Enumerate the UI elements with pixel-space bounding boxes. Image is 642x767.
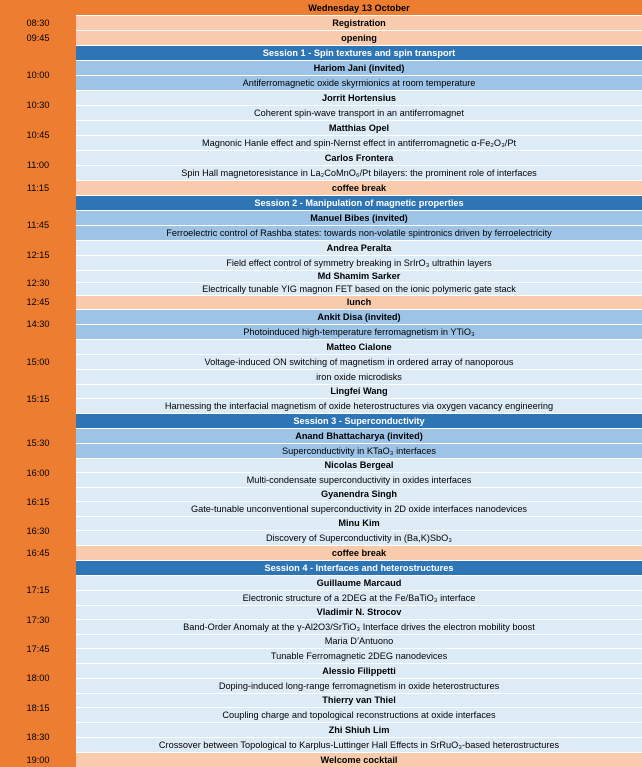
time-cell: 18:00 (26, 673, 50, 683)
day-header: Wednesday 13 October (76, 0, 642, 15)
row-divider (76, 605, 642, 606)
session-1-header: Session 1 - Spin textures and spin transport (76, 45, 642, 60)
talk-title: Coherent spin-wave transport in an antiferromagnet (76, 105, 642, 120)
time-cell: 11:00 (26, 160, 50, 170)
row-divider (76, 634, 642, 635)
speaker-name: Maria D’Antuono (76, 634, 642, 648)
speaker-name: Carlos Frontera (76, 150, 642, 165)
row-divider (76, 120, 642, 121)
talk-title: Discovery of Superconductivity in (Ba,K)SbO₃ (76, 530, 642, 545)
row-divider (76, 678, 642, 679)
talk-title: Field effect control of symmetry breaking in SrIrO₃ ultrathin layers (76, 255, 642, 270)
talk-title: Ferroelectric control of Rashba states: towards non-volatile spintronics driven by ferroelectricity (76, 225, 642, 240)
row-divider (76, 195, 642, 196)
speaker-name: Anand Bhattacharya (invited) (76, 428, 642, 443)
talk-title: Doping-induced long-range ferromagnetism in oxide heterostructures (76, 678, 642, 693)
row-divider (76, 575, 642, 576)
row-divider (76, 339, 642, 340)
row-divider (76, 590, 642, 591)
time-cell: 17:30 (26, 614, 50, 625)
time-cell: 18:30 (26, 732, 50, 742)
row-divider (76, 619, 642, 620)
time-cell: 11:15 (26, 182, 50, 193)
row-divider (76, 105, 642, 106)
row-divider (76, 309, 642, 310)
time-cell: 11:45 (26, 220, 50, 230)
time-cell: 09:45 (26, 32, 50, 43)
speaker-name: Md Shamim Sarker (76, 270, 642, 282)
row-divider (76, 354, 642, 355)
row-divider (76, 648, 642, 649)
speaker-name: Vladimir N. Strocov (76, 605, 642, 619)
time-cell: 17:45 (26, 643, 50, 654)
time-cell: 16:00 (26, 467, 50, 478)
row-divider (76, 752, 642, 753)
talk-title: Multi-condensate superconductivity in oxides interfaces (76, 472, 642, 487)
row-divider (76, 472, 642, 473)
row-divider (76, 324, 642, 325)
row-divider (76, 458, 642, 459)
time-cell: 14:30 (26, 319, 50, 329)
speaker-name: Lingfei Wang (76, 384, 642, 398)
row-divider (76, 45, 642, 46)
row-divider (76, 60, 642, 61)
speaker-name: Jorrit Hortensius (76, 90, 642, 105)
time-cell: 18:15 (26, 702, 50, 713)
speaker-name: Gyanendra Singh (76, 487, 642, 501)
session-3-header: Session 3 - Superconductivity (76, 413, 642, 428)
opening-row: opening (76, 30, 642, 45)
speaker-name: Manuel Bibes (invited) (76, 210, 642, 225)
row-divider (76, 30, 642, 31)
row-divider (76, 722, 642, 723)
row-divider (76, 501, 642, 502)
row-divider (76, 487, 642, 488)
coffee-break-row: coffee break (76, 180, 642, 195)
speaker-name: Guillaume Marcaud (76, 575, 642, 590)
talk-title: Band-Order Anomaly at the γ-Al2O3/SrTiO₃ Interface drives the electron mobility boost (76, 619, 642, 634)
talk-title: Gate-tunable unconventional superconductivity in 2D oxide interfaces nanodevices (76, 501, 642, 516)
talk-title: Magnonic Hanle effect and spin-Nernst effect in antiferromagnetic α-Fe₂O₃/Pt (76, 135, 642, 150)
row-divider (76, 663, 642, 664)
row-divider (76, 282, 642, 283)
row-divider (76, 530, 642, 531)
time-cell: 12:45 (26, 297, 50, 307)
talk-title: Photoinduced high-temperature ferromagnetism in YTiO₃ (76, 324, 642, 339)
time-cell: 19:00 (26, 754, 50, 765)
speaker-name: Hariom Jani (invited) (76, 60, 642, 75)
time-cell: 17:15 (26, 585, 50, 595)
time-cell: 12:15 (26, 250, 50, 260)
talk-title: Electronic structure of a 2DEG at the Fe/BaTiO₃ interface (76, 590, 642, 605)
time-cell: 08:30 (26, 17, 50, 28)
row-divider (76, 428, 642, 429)
speaker-name: Minu Kim (76, 516, 642, 530)
time-cell: 10:30 (26, 100, 50, 110)
speaker-name: Matthias Opel (76, 120, 642, 135)
row-divider (76, 516, 642, 517)
speaker-name: Nicolas Bergeal (76, 458, 642, 472)
row-divider (76, 384, 642, 385)
row-divider (76, 398, 642, 399)
time-cell: 15:00 (26, 356, 50, 367)
row-divider (76, 210, 642, 211)
row-divider (76, 225, 642, 226)
speaker-name: Andrea Peralta (76, 240, 642, 255)
time-cell: 10:45 (26, 130, 50, 140)
time-cell: 16:30 (26, 525, 50, 536)
row-divider (76, 369, 642, 370)
row-divider (76, 90, 642, 91)
time-cell: 10:00 (26, 70, 50, 80)
session-2-header: Session 2 - Manipulation of magnetic properties (76, 195, 642, 210)
speaker-name: Zhi Shiuh Lim (76, 722, 642, 737)
row-divider (76, 443, 642, 444)
time-cell: 16:15 (26, 496, 50, 507)
talk-title: Coupling charge and topological reconstructions at oxide interfaces (76, 707, 642, 722)
talk-title: Spin Hall magnetoresistance in La₂CoMnO₆/Pt bilayers: the prominent role of interfaces (76, 165, 642, 180)
talk-title: Antiferromagnetic oxide skyrmionics at room temperature (76, 75, 642, 90)
time-cell: 12:30 (26, 277, 50, 288)
row-divider (76, 150, 642, 151)
session-4-header: Session 4 - Interfaces and heterostructures (76, 560, 642, 575)
row-divider (76, 135, 642, 136)
row-divider (76, 707, 642, 708)
row-divider (76, 737, 642, 738)
talk-title: Electrically tunable YIG magnon FET based on the ionic polymeric gate stack (76, 282, 642, 295)
speaker-name: Thierry van Thiel (76, 693, 642, 707)
speaker-name: Matteo Cialone (76, 339, 642, 354)
row-divider (76, 413, 642, 414)
talk-title-continued: iron oxide microdisks (76, 369, 642, 384)
row-divider (76, 240, 642, 241)
talk-title: Harnessing the interfacial magnetism of oxide heterostructures via oxygen vacancy engineering (76, 398, 642, 413)
row-divider (76, 15, 642, 16)
lunch-row: lunch (76, 295, 642, 309)
coffee-break-row: coffee break (76, 545, 642, 560)
row-divider (76, 180, 642, 181)
time-cell: 15:15 (26, 393, 50, 404)
time-cell: 16:45 (26, 547, 50, 558)
talk-title: Superconductivity in KTaO₃ interfaces (76, 443, 642, 458)
row-divider (76, 165, 642, 166)
row-divider (76, 560, 642, 561)
row-divider (76, 255, 642, 256)
talk-title: Crossover between Topological to Karplus-Luttinger Hall Effects in SrRuO₃-based heterostructures (76, 737, 642, 752)
row-divider (76, 270, 642, 271)
row-divider (76, 545, 642, 546)
row-divider (76, 295, 642, 296)
row-divider (76, 693, 642, 694)
registration-row: Registration (76, 15, 642, 30)
time-cell: 15:30 (26, 438, 50, 448)
speaker-name: Ankit Disa (invited) (76, 309, 642, 324)
row-divider (76, 75, 642, 76)
speaker-name: Alessio Filippetti (76, 663, 642, 678)
welcome-cocktail-row: Welcome cocktail (76, 752, 642, 767)
talk-title: Voltage-induced ON switching of magnetism in ordered array of nanoporous (76, 354, 642, 369)
talk-title: Tunable Ferromagnetic 2DEG nanodevices (76, 648, 642, 663)
